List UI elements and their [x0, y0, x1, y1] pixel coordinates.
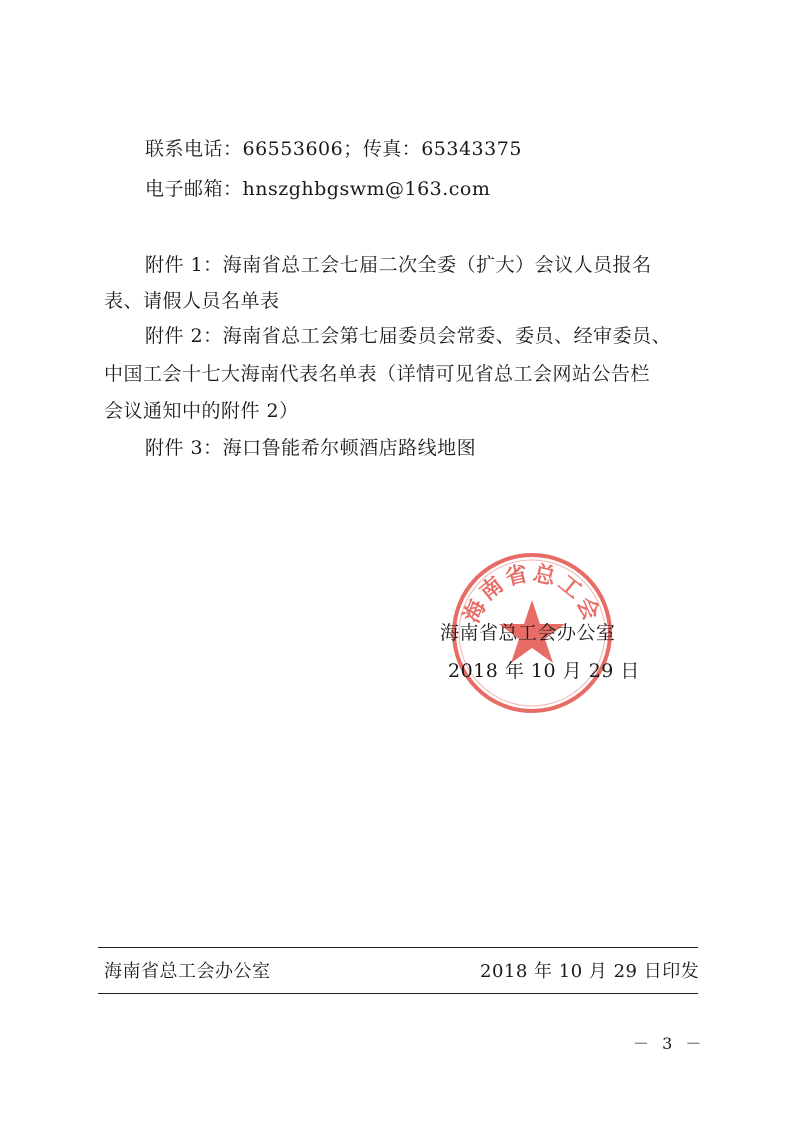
attachment-2-line-3: 会议通知中的附件 2） — [104, 400, 299, 422]
attachment-1-line-1: 附件 1：海南省总工会七届二次全委（扩大）会议人员报名 — [145, 254, 652, 276]
stamp-text: 海南省总工会 — [458, 560, 606, 627]
footer-bottom-rule — [98, 993, 698, 994]
attachment-3-line-1: 附件 3：海口鲁能希尔顿酒店路线地图 — [145, 437, 477, 459]
signature-org: 海南省总工会办公室 — [440, 622, 616, 644]
footer-top-rule — [98, 947, 698, 948]
footer-org: 海南省总工会办公室 — [104, 961, 271, 982]
attachment-2-line-1: 附件 2：海南省总工会第七届委员会常委、委员、经审委员、 — [145, 325, 672, 347]
page-number: － 3 － — [633, 1034, 706, 1053]
email-line: 电子邮箱：hnszghbgswm@163.com — [145, 178, 491, 200]
attachment-1-line-2: 表、请假人员名单表 — [104, 290, 280, 312]
phone-fax-line: 联系电话：66553606；传真：65343375 — [145, 138, 522, 160]
attachment-2-line-2: 中国工会十七大海南代表名单表（详情可见省总工会网站公告栏 — [104, 363, 651, 385]
footer-issued-date: 2018 年 10 月 29 日印发 — [480, 961, 700, 982]
signature-date: 2018 年 10 月 29 日 — [448, 660, 640, 682]
